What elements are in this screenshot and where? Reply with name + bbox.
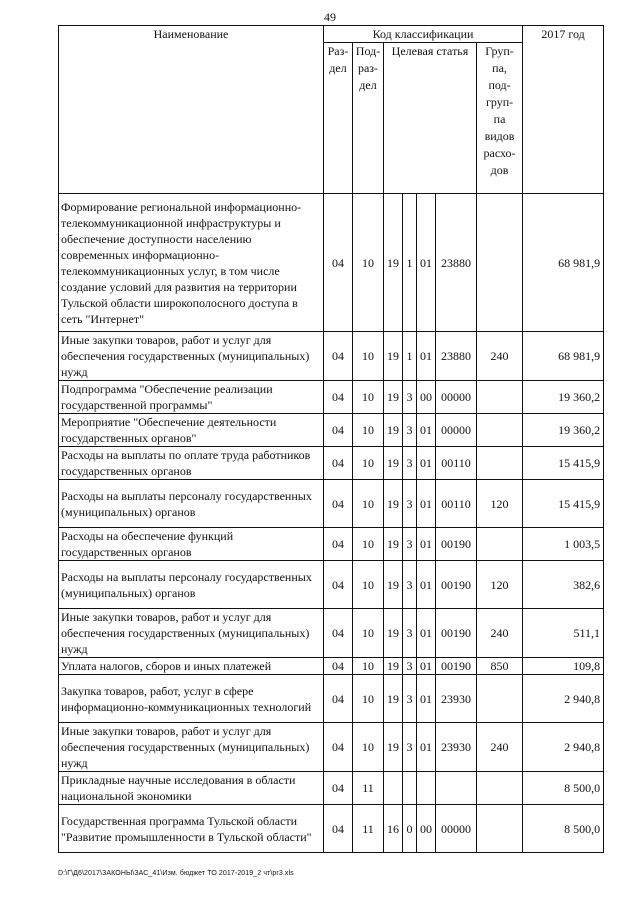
row-amount: 15 415,9	[523, 480, 604, 528]
row-target-subprogram: 3	[403, 447, 417, 480]
row-group	[477, 675, 523, 723]
row-podrazdel: 10	[353, 561, 384, 609]
table-row	[59, 381, 604, 414]
row-podrazdel: 10	[353, 381, 384, 414]
budget-table	[58, 25, 604, 853]
row-target-subprogram: 3	[403, 381, 417, 414]
row-target-direction: 23880	[436, 332, 477, 381]
row-target-subprogram: 1	[403, 332, 417, 381]
row-target-direction	[436, 772, 477, 805]
row-target-subprogram: 3	[403, 528, 417, 561]
header-razdel: Раз- дел	[324, 43, 353, 194]
row-razdel: 04	[324, 447, 353, 480]
row-razdel: 04	[324, 414, 353, 447]
row-podrazdel: 10	[353, 480, 384, 528]
row-target-program: 19	[384, 381, 403, 414]
row-amount: 109,8	[523, 658, 604, 675]
row-target-subprogram: 3	[403, 658, 417, 675]
row-target-direction: 00000	[436, 805, 477, 853]
row-name: Иные закупки товаров, работ и услуг для обеспечения государственных (муниципальных) нужд	[59, 723, 324, 772]
row-group	[477, 194, 523, 332]
row-target-event: 01	[417, 194, 436, 332]
row-podrazdel: 10	[353, 675, 384, 723]
row-target-event: 01	[417, 480, 436, 528]
row-name: Иные закупки товаров, работ и услуг для обеспечения государственных (муниципальных) нужд	[59, 609, 324, 658]
row-name: Формирование региональной информационно-телекоммуникационной инфраструктуры и обеспечение доступности населению современных информационно-телекоммуникационных услуг, в том числе создание условий для развития на территории Тульской области широкополосного доступа в сеть "Интернет"	[59, 194, 324, 332]
row-podrazdel: 11	[353, 805, 384, 853]
row-amount: 68 981,9	[523, 194, 604, 332]
row-target-direction: 00000	[436, 414, 477, 447]
page-number: 49	[324, 10, 336, 24]
row-razdel: 04	[324, 528, 353, 561]
row-name: Подпрограмма "Обеспечение реализации государственной программы"	[59, 381, 324, 414]
row-target-subprogram: 3	[403, 723, 417, 772]
row-name: Прикладные научные исследования в области национальной экономики	[59, 772, 324, 805]
row-target-program: 19	[384, 658, 403, 675]
row-name: Государственная программа Тульской области "Развитие промышленности в Тульской области"	[59, 805, 324, 853]
row-target-program	[384, 772, 403, 805]
row-target-event: 01	[417, 675, 436, 723]
row-target-program: 19	[384, 561, 403, 609]
row-target-direction: 23880	[436, 194, 477, 332]
row-amount: 19 360,2	[523, 381, 604, 414]
row-amount: 19 360,2	[523, 414, 604, 447]
row-target-program: 19	[384, 609, 403, 658]
row-target-program: 19	[384, 528, 403, 561]
row-target-direction: 00110	[436, 447, 477, 480]
header-code: Код классификации	[324, 26, 523, 43]
table-row	[59, 528, 604, 561]
row-podrazdel: 10	[353, 609, 384, 658]
row-group	[477, 381, 523, 414]
row-target-direction: 00110	[436, 480, 477, 528]
row-group	[477, 528, 523, 561]
row-target-subprogram: 3	[403, 561, 417, 609]
row-amount: 1 003,5	[523, 528, 604, 561]
table-row	[59, 658, 604, 675]
row-podrazdel: 10	[353, 723, 384, 772]
row-target-direction: 00190	[436, 561, 477, 609]
row-podrazdel: 10	[353, 447, 384, 480]
row-target-event: 01	[417, 609, 436, 658]
row-podrazdel: 10	[353, 658, 384, 675]
row-group	[477, 447, 523, 480]
row-target-program: 19	[384, 723, 403, 772]
row-target-direction: 23930	[436, 675, 477, 723]
row-group	[477, 772, 523, 805]
row-name: Иные закупки товаров, работ и услуг для обеспечения государственных (муниципальных) нужд	[59, 332, 324, 381]
row-target-event: 00	[417, 381, 436, 414]
row-group: 240	[477, 723, 523, 772]
row-name: Расходы на выплаты персоналу государственных (муниципальных) органов	[59, 561, 324, 609]
row-razdel: 04	[324, 332, 353, 381]
header-year: 2017 год	[523, 26, 604, 194]
row-target-program: 19	[384, 447, 403, 480]
row-group: 120	[477, 480, 523, 528]
row-target-program: 19	[384, 194, 403, 332]
row-target-program: 19	[384, 675, 403, 723]
row-target-event: 00	[417, 805, 436, 853]
row-target-program: 16	[384, 805, 403, 853]
row-amount: 2 940,8	[523, 723, 604, 772]
row-target-direction: 00190	[436, 609, 477, 658]
row-razdel: 04	[324, 772, 353, 805]
row-podrazdel: 10	[353, 528, 384, 561]
row-amount: 8 500,0	[523, 772, 604, 805]
row-target-direction: 00190	[436, 658, 477, 675]
row-target-event: 01	[417, 658, 436, 675]
row-target-event: 01	[417, 528, 436, 561]
header-target: Целевая статья	[384, 43, 477, 194]
row-amount: 511,1	[523, 609, 604, 658]
row-razdel: 04	[324, 675, 353, 723]
row-group: 240	[477, 332, 523, 381]
row-razdel: 04	[324, 561, 353, 609]
header-group: Груп- па, под- груп- па видов расхо- дов	[477, 43, 523, 194]
row-amount: 2 940,8	[523, 675, 604, 723]
file-path-footer: D:\Г\Д6\2017\ЗАКОНЫ\ЗАС_41\Изм. бюджет ТО 2017-2019_2 чт\pr3.xls	[58, 870, 294, 877]
header-podrazdel: Под- раз- дел	[353, 43, 384, 194]
table-row	[59, 805, 604, 853]
table-row	[59, 723, 604, 772]
table-row	[59, 447, 604, 480]
row-amount: 15 415,9	[523, 447, 604, 480]
row-amount: 68 981,9	[523, 332, 604, 381]
row-razdel: 04	[324, 381, 353, 414]
row-target-program: 19	[384, 332, 403, 381]
row-target-event: 01	[417, 447, 436, 480]
row-target-subprogram: 3	[403, 609, 417, 658]
row-target-event: 01	[417, 723, 436, 772]
row-name: Уплата налогов, сборов и иных платежей	[59, 658, 324, 675]
row-amount: 382,6	[523, 561, 604, 609]
table-row	[59, 194, 604, 332]
header-name: Наименование	[59, 26, 324, 194]
row-target-event: 01	[417, 561, 436, 609]
row-name: Расходы на обеспечение функций государственных органов	[59, 528, 324, 561]
row-podrazdel: 10	[353, 414, 384, 447]
row-target-event: 01	[417, 414, 436, 447]
row-razdel: 04	[324, 805, 353, 853]
row-target-subprogram: 3	[403, 675, 417, 723]
row-name: Мероприятие "Обеспечение деятельности государственных органов"	[59, 414, 324, 447]
row-podrazdel: 11	[353, 772, 384, 805]
table-row	[59, 772, 604, 805]
row-group: 240	[477, 609, 523, 658]
row-amount: 8 500,0	[523, 805, 604, 853]
table-row	[59, 480, 604, 528]
row-target-subprogram	[403, 772, 417, 805]
table-row	[59, 675, 604, 723]
row-target-event	[417, 772, 436, 805]
row-name: Расходы на выплаты персоналу государственных (муниципальных) органов	[59, 480, 324, 528]
row-target-subprogram: 3	[403, 480, 417, 528]
table-row	[59, 414, 604, 447]
row-group	[477, 414, 523, 447]
row-target-program: 19	[384, 414, 403, 447]
row-target-subprogram: 1	[403, 194, 417, 332]
row-razdel: 04	[324, 194, 353, 332]
table-row	[59, 332, 604, 381]
row-name: Закупка товаров, работ, услуг в сфере информационно-коммуникационных технологий	[59, 675, 324, 723]
table-row	[59, 609, 604, 658]
row-group: 850	[477, 658, 523, 675]
row-razdel: 04	[324, 723, 353, 772]
row-podrazdel: 10	[353, 194, 384, 332]
row-name: Расходы на выплаты по оплате труда работников государственных органов	[59, 447, 324, 480]
row-razdel: 04	[324, 480, 353, 528]
row-target-direction: 23930	[436, 723, 477, 772]
row-group	[477, 805, 523, 853]
row-razdel: 04	[324, 658, 353, 675]
table-row	[59, 561, 604, 609]
row-target-subprogram: 3	[403, 414, 417, 447]
row-target-program: 19	[384, 480, 403, 528]
row-razdel: 04	[324, 609, 353, 658]
row-podrazdel: 10	[353, 332, 384, 381]
row-target-event: 01	[417, 332, 436, 381]
row-target-subprogram: 0	[403, 805, 417, 853]
row-target-direction: 00000	[436, 381, 477, 414]
row-target-direction: 00190	[436, 528, 477, 561]
row-group: 120	[477, 561, 523, 609]
